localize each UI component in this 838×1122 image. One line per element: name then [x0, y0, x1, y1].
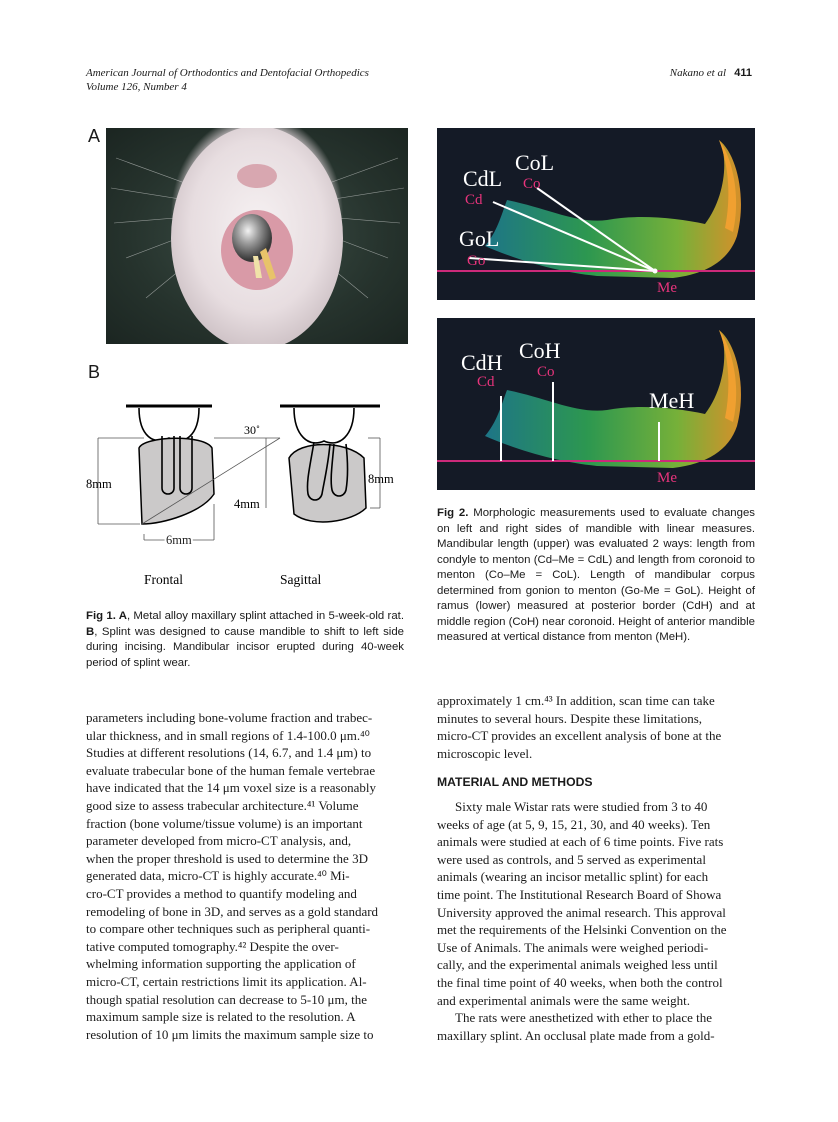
right-line: approximately 1 cm.⁴³ In addition, scan time can take — [437, 693, 715, 708]
fig1-caption — [86, 609, 404, 671]
fig2-caption-lead: Fig 2. — [437, 507, 469, 519]
left-line: evaluate trabecular bone of the human female vertebrae — [86, 762, 376, 778]
rat-photo-illustration — [106, 128, 408, 344]
dim-4mm: 4mm — [234, 497, 260, 511]
fig1-caption-b-lead: B — [86, 625, 95, 638]
me-label-lower: Me — [657, 470, 677, 486]
co-label-lower: Co — [537, 364, 555, 380]
right-line: were used as controls, and 5 served as experimental — [437, 851, 706, 867]
left-line: generated data, micro-CT is highly accurate.⁴⁰ Mi- — [86, 868, 350, 884]
sagittal-splint-body — [289, 445, 366, 522]
fig2-caption-text: Morphologic measurements used to evaluate changes on left and right sides of mandible with linear measures. Mandibular length (upper) was evaluated 2 ways: length from condyle to menton (Cd–Me = CdL) and length from coronoid to menton (Co–Me = CoL). Length of mandibular corpus determined from gonion to menton (Go-Me = GoL). Height of ramus (lower) measured at posterior border (CdH) and at middle region (CoH) near coronoid. Height of anterior mandible measured at vertical distance from menton (MeH). — [437, 507, 756, 643]
right-line: cally, and the experimental animals weighed less until — [437, 957, 718, 973]
section-heading: MATERIAL AND METHODS — [437, 775, 593, 790]
co-label: Co — [523, 176, 541, 192]
right-line: animals were studied at each of 6 time points. Five rats — [437, 834, 724, 850]
left-line: fraction (bone volume/tissue volume) is an important — [86, 815, 363, 831]
fig1-caption-a: , Metal alloy maxillary splint attached in 5-week-old rat. — [126, 610, 404, 622]
mandible-length-measures — [437, 128, 755, 300]
page-number: 411 — [734, 67, 752, 79]
right-line: animals (wearing an incisor metallic splint) for each — [437, 869, 709, 885]
left-line: though spatial resolution can decrease to 5-10 μm, the — [86, 991, 367, 1007]
fig2-caption — [437, 506, 755, 646]
left-line: parameter developed from micro-CT analysis, and, — [86, 833, 352, 849]
coh-label: CoH — [519, 338, 561, 363]
left-line: when the proper threshold is used to determine the 3D — [86, 850, 368, 866]
cdl-label: CdL — [463, 166, 503, 191]
right-line: the final time point of 40 weeks, when both the control — [437, 974, 723, 990]
left-line: maximum sample size is related to the resolution. A — [86, 1009, 356, 1025]
left-line: resolution of 10 μm limits the maximum sample size to — [86, 1026, 374, 1042]
left-line: Studies at different resolutions (14, 6.7, and 1.4 μm) to — [86, 745, 372, 761]
fig1-panel-b-label: B — [88, 362, 101, 382]
right-line: weeks of age (at 5, 9, 15, 21, 30, and 40 weeks). Ten — [437, 816, 711, 832]
right-line: Sixty male Wistar rats were studied from 3 to 40 — [455, 798, 708, 814]
left-line: have indicated that the 14 μm voxel size is a reasonably — [86, 780, 376, 796]
right-line: Use of Animals. The animals were weighed periodi- — [437, 939, 709, 955]
fig1-caption-b: , Splint was designed to cause mandible to shift to left side during incising. Mandibular incisor erupted during 40-week period of splint wear. — [86, 625, 404, 669]
cd-label-lower: Cd — [477, 374, 495, 390]
right-line: micro-CT provides an excellent analysis of bone at the — [437, 728, 722, 744]
cdh-label: CdH — [461, 350, 503, 375]
left-line: cro-CT provides a method to quantify modeling and — [86, 885, 357, 901]
rat-splint-photo — [106, 128, 408, 344]
fig1-caption-lead: Fig 1. A — [86, 610, 127, 622]
col-label: CoL — [515, 150, 555, 175]
splint-design-diagram — [84, 396, 414, 596]
left-line: parameters including bone-volume fraction and trabec- — [86, 710, 373, 725]
fig1-panel-a-label: A — [88, 126, 101, 146]
gol-label: GoL — [459, 226, 500, 251]
header-authors: Nakano et al — [669, 67, 726, 79]
left-line: tative computed tomography.⁴² Despite the over- — [86, 938, 339, 954]
running-header-journal — [86, 66, 466, 94]
ct-panel-upper — [437, 128, 755, 300]
me-label-upper: Me — [657, 280, 677, 296]
right-line: maxillary splint. An occlusal plate made from a gold- — [437, 1027, 715, 1043]
left-line: to compare other techniques such as peripheral quanti- — [86, 921, 371, 937]
frontal-splint-body — [139, 438, 214, 524]
dim-right-8mm: 8mm — [368, 472, 394, 486]
go-label: Go — [467, 253, 486, 269]
journal-volume: Volume 126, Number 4 — [86, 81, 187, 93]
sagittal-incisor-outline — [294, 408, 354, 443]
frontal-incisor-outline — [139, 408, 199, 441]
right-column-text — [437, 692, 755, 1044]
ct-panel-lower — [437, 318, 755, 490]
right-line: time point. The Institutional Research Board of Showa — [437, 886, 722, 902]
cd-label: Cd — [465, 192, 483, 208]
sagittal-view-label: Sagittal — [280, 572, 322, 587]
running-header-page — [670, 66, 752, 80]
right-line: met the requirements of the Helsinki Convention on the — [437, 922, 727, 938]
right-line: University approved the animal research. This approval — [437, 904, 726, 920]
frontal-view-label: Frontal — [144, 572, 183, 587]
left-line: micro-CT, certain restrictions limit its application. Al- — [86, 973, 367, 989]
mandible-height-measures — [437, 318, 755, 490]
dim-left-8mm: 8mm — [86, 477, 112, 491]
dim-6mm: 6mm — [166, 533, 192, 547]
left-line: whelming information supporting the application of — [86, 956, 356, 972]
journal-title: American Journal of Orthodontics and Dentofacial Orthopedics — [86, 67, 369, 79]
meh-label: MeH — [649, 388, 695, 413]
left-line: good size to assess trabecular architecture.⁴¹ Volume — [86, 797, 359, 813]
right-line: microscopic level. — [437, 745, 533, 761]
right-line: The rats were anesthetized with ether to place the — [455, 1010, 712, 1026]
angle-label: 30˚ — [244, 423, 260, 437]
right-line: minutes to several hours. Despite these limitations, — [437, 710, 703, 726]
left-column-text — [86, 709, 404, 1043]
right-line: and experimental animals were the same weight. — [437, 992, 691, 1008]
left-line: ular thickness, and in small regions of 1.4-100.0 μm.⁴⁰ — [86, 727, 370, 743]
left-line: remodeling of bone in 3D, and serves as a gold standard — [86, 903, 379, 919]
